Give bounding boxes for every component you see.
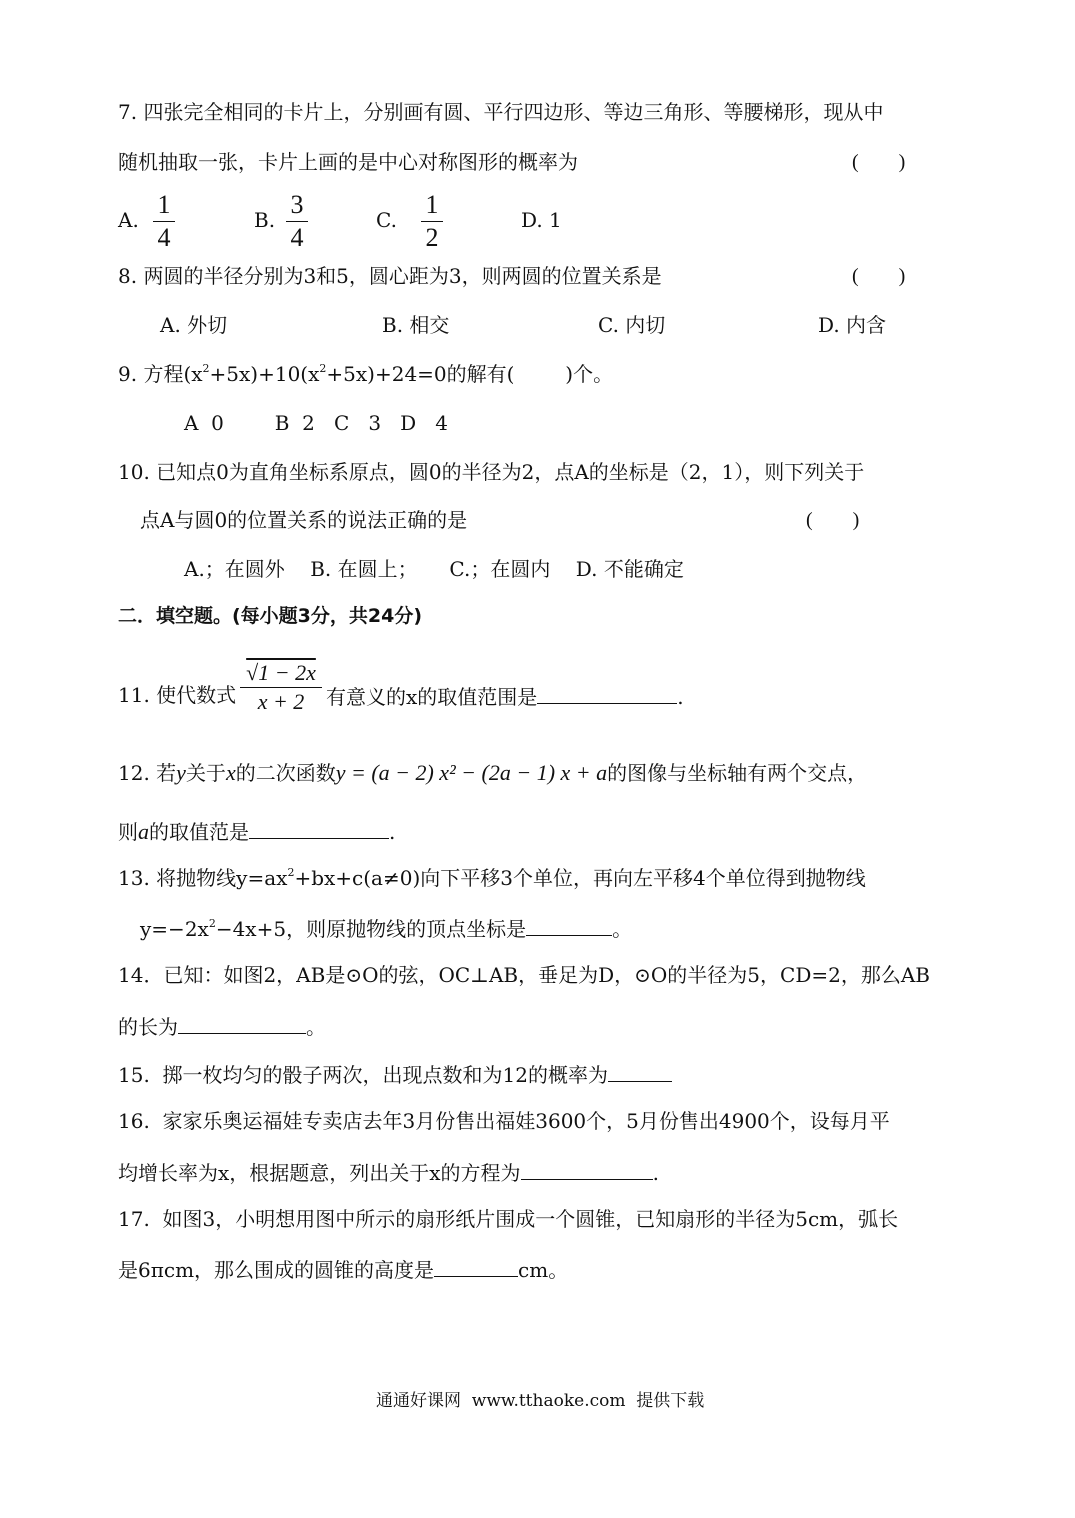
- q9-text-pre: 9. 方程(x: [118, 362, 203, 386]
- answer-blank[interactable]: [249, 820, 389, 839]
- q7-option-b-label: B.: [254, 208, 276, 232]
- fraction-denominator: 4: [290, 223, 304, 252]
- q14-line1: 14．已知：如图2，AB是⊙O的弦，OC⊥AB，垂足为D，⊙O的半径为5，CD=2，那么AB: [118, 963, 930, 987]
- q13-text-pre: 13. 将抛物线y=ax: [118, 866, 288, 890]
- q13-line2: [140, 917, 632, 939]
- q12-end: .: [389, 820, 396, 844]
- answer-blank[interactable]: [526, 917, 612, 936]
- q14-line2: [118, 1015, 326, 1037]
- q7-line1: 7. 四张完全相同的卡片上，分别画有圆、平行四边形、等边三角形、等腰梯形，现从中: [118, 100, 884, 124]
- q12-var-x: x: [225, 760, 236, 785]
- q7-option-a-label: A.: [118, 208, 139, 232]
- q17-line2-post: cm。: [518, 1258, 569, 1282]
- q8-line1: 8. 两圆的半径分别为3和5，圆心距为3，则两圆的位置关系是: [118, 264, 662, 288]
- fraction-denominator: 2: [425, 223, 439, 252]
- footer-credit: 通通好课网 www.tthaoke.com 提供下载: [376, 1391, 705, 1411]
- q9-line1: [118, 364, 613, 384]
- q13-line1: [118, 868, 866, 888]
- q15-line1: [118, 1063, 672, 1085]
- q9-options: A 0 B 2 C 3 D 4: [184, 411, 448, 435]
- answer-blank[interactable]: [178, 1015, 306, 1034]
- fraction-numerator: 1: [425, 190, 439, 219]
- section-heading: 二．填空题。(每小题3分，共24分): [118, 605, 423, 627]
- answer-blank[interactable]: [521, 1161, 653, 1180]
- q12-line2-post: 的取值范是: [149, 820, 249, 844]
- q16-end: .: [652, 1161, 659, 1185]
- q7-option-c-label: C.: [376, 208, 397, 232]
- answer-blank[interactable]: [608, 1063, 672, 1082]
- q8-answer-paren: ( ): [852, 265, 906, 287]
- q12-text-pre: 12. 若: [118, 761, 177, 785]
- q7-line2: 随机抽取一张，卡片上画的是中心对称图形的概率为: [118, 150, 578, 174]
- q11-expression-fraction: [240, 662, 322, 713]
- q8-option-d: D. 内含: [818, 313, 887, 337]
- q12-line2-pre: 则: [118, 820, 138, 844]
- q7-option-a-fraction: [153, 192, 175, 251]
- q10-line1: 10. 已知点0为直角坐标系原点，圆0的半径为2，点A的坐标是（2，1），则下列关于: [118, 460, 865, 484]
- superscript: 2: [202, 362, 210, 375]
- q9-text-mid: +5x)+10(x: [209, 362, 320, 386]
- q12-text-mid1: 关于: [185, 761, 226, 785]
- q13-text-post: +bx+c(a≠0)向下平移3个单位，再向左平移4个单位得到抛物线: [294, 866, 866, 890]
- q8-option-a: A. 外切: [160, 313, 228, 337]
- q10-options: A.；在圆外 B. 在圆上； C.；在圆内 D. 不能确定: [184, 557, 684, 581]
- q15-text: 15. 掷一枚均匀的骰子两次，出现点数和为12的概率为: [118, 1063, 608, 1087]
- q7-answer-paren: ( ): [852, 151, 906, 173]
- q12-var-a: a: [138, 819, 149, 844]
- q17-line2-pre: 是6πcm，那么围成的圆锥的高度是: [118, 1258, 435, 1282]
- q12-var-y: y: [176, 760, 186, 785]
- q16-line2-text: 均增长率为x，根据题意，列出关于x的方程为: [118, 1161, 521, 1185]
- fraction-denominator: x + 2: [257, 689, 305, 714]
- fraction-numerator: √1 − 2x: [246, 660, 316, 685]
- q12-line1: [118, 762, 867, 784]
- q13-end: 。: [612, 917, 633, 941]
- q9-text-post: +5x)+24=0的解有( )个。: [326, 362, 614, 386]
- superscript: 2: [208, 917, 216, 930]
- q14-end: 。: [306, 1015, 326, 1039]
- q11-text: 有意义的x的取值范围是: [326, 685, 538, 709]
- q13-line2-pre: y=−2x: [140, 917, 209, 941]
- q12-line2: [118, 820, 395, 843]
- q7-option-d: D. 1: [521, 208, 562, 232]
- q16-line1: 16. 家家乐奥运福娃专卖店去年3月份售出福娃3600个，5月份售出4900个，设每月平: [118, 1109, 890, 1133]
- q7-option-c-fraction: [421, 192, 443, 251]
- q8-option-b: B. 相交: [382, 313, 450, 337]
- q16-line2: [118, 1161, 659, 1183]
- answer-blank[interactable]: [537, 685, 677, 704]
- q17-line2: [118, 1258, 568, 1280]
- q10-line2: 点A与圆0的位置关系的说法正确的是: [140, 508, 468, 532]
- q8-option-c: C. 内切: [598, 313, 666, 337]
- q12-text-post: 的图像与坐标轴有两个交点，: [607, 761, 868, 785]
- q7-option-b-fraction: [286, 192, 308, 251]
- q10-answer-paren: ( ): [806, 509, 860, 531]
- q17-line1: 17. 如图3，小明想用图中所示的扇形纸片围成一个圆锥，已知扇形的半径为5cm，弧长: [118, 1207, 899, 1231]
- fraction-denominator: 4: [157, 223, 171, 252]
- q12-formula: y = (a − 2) x² − (2a − 1) x + a: [335, 760, 608, 785]
- answer-blank[interactable]: [434, 1258, 518, 1277]
- q11-text-post: [326, 685, 684, 707]
- q11-text-pre: 11. 使代数式: [118, 683, 237, 707]
- q14-line2-text: 的长为: [118, 1015, 178, 1039]
- q13-line2-post: −4x+5，则原抛物线的顶点坐标是: [215, 917, 527, 941]
- superscript: 2: [319, 362, 327, 375]
- fraction-numerator: 3: [290, 190, 304, 219]
- q12-text-mid2: 的二次函数: [235, 761, 336, 785]
- superscript: 2: [287, 866, 295, 879]
- q11-end: .: [677, 685, 684, 709]
- fraction-numerator: 1: [157, 190, 171, 219]
